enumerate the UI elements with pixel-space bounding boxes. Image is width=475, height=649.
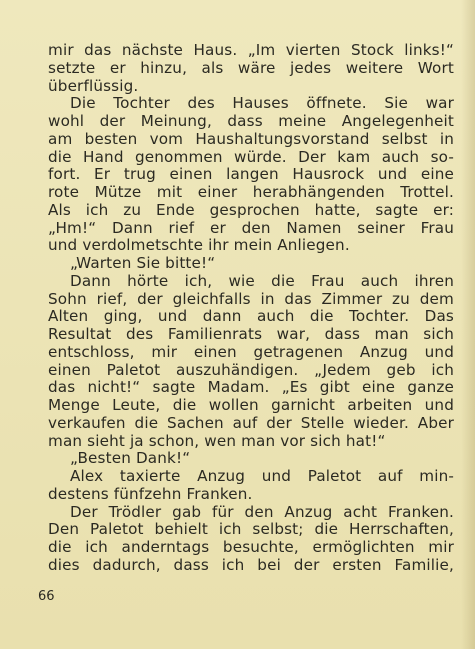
text-line: am besten vom Haushaltungsvorstand selbst in xyxy=(48,129,454,148)
text-line: fort. Er trug einen langen Hausrock und eine xyxy=(48,165,454,184)
text-line: Menge Leute, die wollen garnicht arbeiten und xyxy=(48,396,454,414)
text-line: dies dadurch, dass ich bei der ersten Familie, xyxy=(48,555,454,574)
text-line: entschloss, mir einen getragenen Anzug und xyxy=(48,342,454,361)
text-line: und verdolmetschte ihr mein Anliegen. xyxy=(48,236,350,255)
text-line: wohl der Meinung, dass meine Angelegenheit xyxy=(48,112,454,130)
text-line: einen Paletot auszuhändigen. „Jedem geb ich xyxy=(48,360,454,379)
text-line: Die Tochter des Hauses öffnete. Sie war xyxy=(70,94,454,113)
text-line: „Warten Sie bitte!“ xyxy=(70,254,216,272)
text-line: Alex taxierte Anzug und Paletot auf min- xyxy=(70,467,454,485)
text-line: man sieht ja schon, wen man vor sich hat!“ xyxy=(48,431,386,450)
page-edge-shadow xyxy=(461,0,475,649)
text-line: destens fünfzehn Franken. xyxy=(48,484,253,503)
text-line: Dann hörte ich, wie die Frau auch ihren xyxy=(70,271,454,290)
text-line: Resultat des Familienrats war, dass man sich xyxy=(48,325,454,343)
text-line: setzte er hinzu, als wäre jedes weitere Wort xyxy=(48,58,454,77)
text-line: Alten ging, und dann auch die Tochter. Das xyxy=(48,307,454,326)
page-number: 66 xyxy=(38,589,55,604)
body-text xyxy=(48,42,454,575)
text-line: Der Trödler gab für den Anzug acht Franken. xyxy=(70,502,454,521)
text-line: „Besten Dank!“ xyxy=(70,449,191,468)
text-line: „Hm!“ Dann rief er den Namen seiner Frau xyxy=(48,218,454,237)
text-line: überflüssig. xyxy=(48,76,139,95)
text-line: Sohn rief, der gleichfalls in das Zimmer zu dem xyxy=(48,289,454,308)
text-line: mir das nächste Haus. „Im vierten Stock links!“ xyxy=(48,41,454,59)
text-line: das nicht!“ sagte Madam. „Es gibt eine ganze xyxy=(48,378,454,397)
text-line: Als ich zu Ende gesprochen hatte, sagte er: xyxy=(48,200,454,219)
text-line: die ich anderntags besuchte, ermöglichten mir xyxy=(48,538,454,556)
text-line: Den Paletot behielt ich selbst; die Herrschaften, xyxy=(48,520,454,539)
text-line: die Hand genommen würde. Der kam auch so- xyxy=(48,147,454,166)
text-line: verkaufen die Sachen auf der Stelle wieder. Aber xyxy=(48,413,454,432)
text-line: rote Mütze mit einer herabhängenden Trottel. xyxy=(48,183,454,201)
